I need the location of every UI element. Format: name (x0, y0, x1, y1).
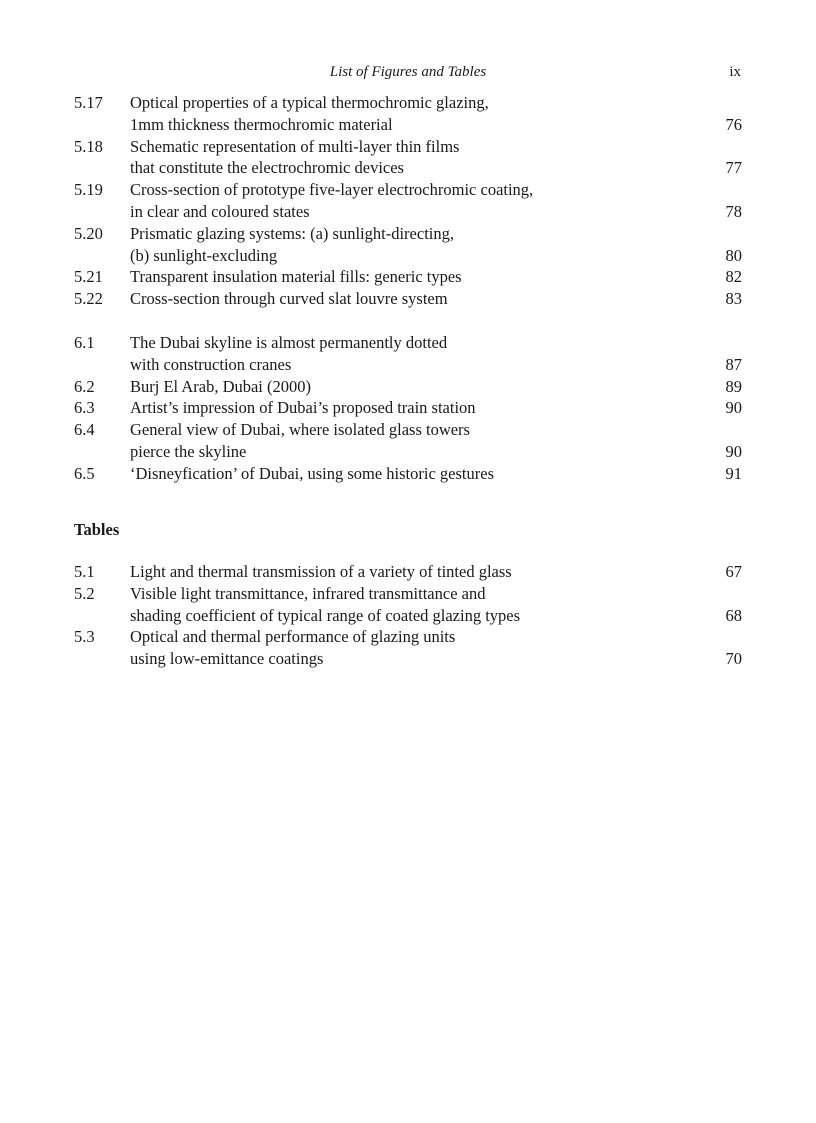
entry-caption (130, 626, 682, 670)
caption-line: shading coefficient of typical range of coated glazing types (130, 605, 521, 625)
entry-caption (130, 288, 682, 310)
caption-line: General view of Dubai, where isolated glass towers (130, 420, 470, 440)
figures-chapter-5-list (74, 92, 742, 310)
list-entry (74, 419, 742, 463)
running-header (0, 62, 816, 84)
figures-chapter-6-list (74, 332, 742, 485)
entry-number: 6.2 (74, 376, 95, 396)
caption-line: that constitute the electrochromic devices (130, 158, 404, 178)
entry-caption (130, 397, 682, 419)
entry-caption (130, 179, 682, 223)
list-entry (74, 136, 742, 180)
entry-caption (130, 332, 682, 376)
caption-line: Optical properties of a typical thermochromic glazing, (130, 93, 489, 112)
entry-number: 5.21 (74, 267, 103, 287)
list-entry (74, 583, 742, 627)
caption-line: with construction cranes (130, 354, 292, 374)
caption-line: Cross-section through curved slat louvre system (130, 289, 448, 309)
caption-line: Optical and thermal performance of glazing units (130, 627, 456, 647)
entry-number: 5.1 (74, 562, 95, 581)
caption-line: Light and thermal transmission of a variety of tinted glass (130, 562, 512, 581)
entry-number: 5.19 (74, 180, 103, 200)
list-entry (74, 463, 742, 485)
entry-page-number: 90 (725, 398, 742, 418)
entry-caption (130, 136, 682, 180)
entry-page-number: 68 (725, 605, 742, 625)
entry-page-number: 83 (725, 289, 742, 309)
entry-number: 5.22 (74, 289, 103, 309)
caption-line: Artist’s impression of Dubai’s proposed train station (130, 398, 476, 418)
list-entry (74, 179, 742, 223)
entry-page-number: 70 (725, 649, 742, 669)
caption-line: pierce the skyline (130, 441, 247, 461)
list-entry (74, 288, 742, 310)
caption-line: The Dubai skyline is almost permanently dotted (130, 333, 448, 352)
entry-caption (130, 92, 682, 136)
entry-number: 6.1 (74, 333, 95, 352)
list-entry (74, 376, 742, 398)
entry-page-number: 78 (725, 201, 742, 221)
entry-page-number: 77 (725, 158, 742, 178)
entry-caption (130, 463, 682, 485)
tables-list (74, 561, 742, 670)
list-entry (74, 626, 742, 670)
entry-page-number: 90 (725, 441, 742, 461)
entry-number: 5.20 (74, 223, 103, 243)
caption-line: Cross-section of prototype five-layer electrochromic coating, (130, 180, 534, 200)
entry-caption (130, 419, 682, 463)
entry-page-number: 87 (725, 354, 742, 374)
entry-number: 5.17 (74, 93, 103, 112)
caption-line: in clear and coloured states (130, 201, 310, 221)
entry-caption (130, 583, 682, 627)
page-number: ix (729, 64, 741, 80)
entry-number: 6.3 (74, 398, 95, 418)
entry-number: 6.4 (74, 420, 95, 440)
entry-page-number: 80 (725, 245, 742, 265)
entry-caption (130, 376, 682, 398)
entry-number: 5.18 (74, 136, 103, 156)
list-entry (74, 561, 742, 583)
caption-line: Burj El Arab, Dubai (2000) (130, 376, 312, 396)
caption-line: (b) sunlight-excluding (130, 245, 278, 265)
list-entry (74, 332, 742, 376)
entry-number: 5.2 (74, 583, 95, 603)
list-entry (74, 266, 742, 288)
entry-page-number: 91 (725, 463, 742, 483)
caption-line: using low-emittance coatings (130, 649, 324, 669)
entry-page-number: 76 (725, 114, 742, 134)
tables-heading: Tables (74, 520, 120, 539)
entry-caption (130, 266, 682, 288)
entry-page-number: 82 (725, 267, 742, 287)
entry-number: 5.3 (74, 627, 95, 647)
caption-line: Prismatic glazing systems: (a) sunlight-directing, (130, 223, 454, 243)
entry-page-number: 67 (725, 562, 742, 581)
caption-line: Transparent insulation material fills: generic types (130, 267, 462, 287)
entry-caption (130, 561, 682, 583)
running-title: List of Figures and Tables (329, 64, 487, 80)
list-entry (74, 92, 742, 136)
caption-line: Schematic representation of multi-layer thin films (130, 136, 460, 156)
list-entry (74, 223, 742, 267)
entry-caption (130, 223, 682, 267)
caption-line: Visible light transmittance, infrared transmittance and (130, 583, 486, 603)
entry-page-number: 89 (725, 376, 742, 396)
caption-line: 1mm thickness thermochromic material (130, 114, 393, 134)
entry-number: 6.5 (74, 463, 95, 483)
list-entry (74, 397, 742, 419)
caption-line: ‘Disneyfication’ of Dubai, using some historic gestures (130, 463, 494, 483)
